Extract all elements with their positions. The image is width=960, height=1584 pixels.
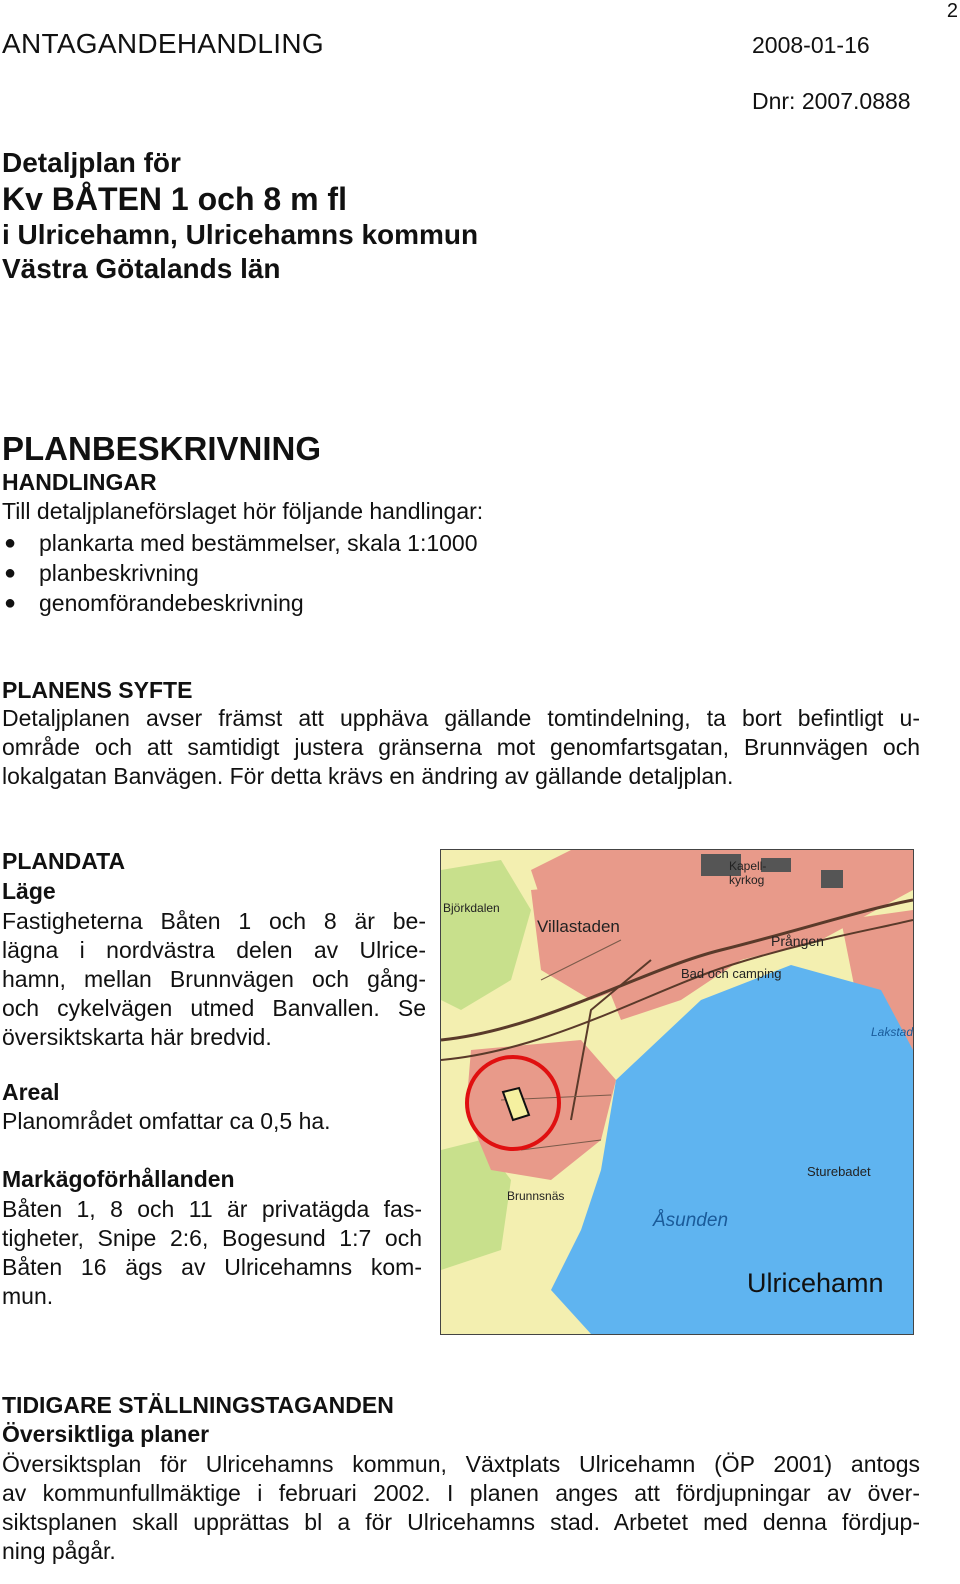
syfte-heading: PLANENS SYFTE: [2, 677, 193, 703]
planbeskrivning-heading: PLANBESKRIVNING: [2, 430, 322, 467]
markagoforhallanden-paragraph: [2, 1195, 422, 1311]
overview-map: [440, 849, 914, 1335]
map-label: Bad och camping: [681, 966, 782, 981]
handlingar-intro: Till detaljplaneförslaget hör följande handlingar:: [2, 498, 484, 524]
paragraph-line: Översiktsplan för Ulricehamns kommun, Växtplats Ulricehamn (ÖP 2001) antogs: [2, 1451, 920, 1477]
paragraph-line: översiktskarta här bredvid.: [2, 1024, 272, 1050]
lage-paragraph: [2, 907, 426, 1052]
document-title: [2, 146, 478, 286]
paragraph-line: siktsplanen skall upprättas bl a för Ulricehamns stad. Arbetet med denna fördjup-: [2, 1509, 920, 1535]
map-label: Prången: [771, 933, 824, 949]
paragraph-line: Detaljplanen avser främst att upphäva gällande tomtindelning, ta bort befintligt u-: [2, 705, 920, 731]
handlingar-list: [2, 528, 478, 618]
map-label: Sturebadet: [807, 1164, 871, 1179]
map-label: Lakstad: [871, 1025, 913, 1039]
bullet-icon: ●: [4, 592, 17, 614]
map-label: Åsunden: [653, 1210, 729, 1231]
paragraph-line: mun.: [2, 1283, 54, 1309]
oversiktliga-planer-heading: Översiktliga planer: [2, 1421, 210, 1447]
paragraph-line: Båten 16 ägs av Ulricehamns kom-: [2, 1254, 422, 1280]
page-number: 2: [946, 0, 958, 22]
list-item-text: plankarta med bestämmelser, skala 1:1000: [39, 530, 478, 556]
lage-heading: Läge: [2, 878, 56, 904]
plandata-heading: PLANDATA: [2, 848, 126, 874]
list-item-text: planbeskrivning: [39, 560, 199, 586]
list-item-text: genomförandebeskrivning: [39, 590, 304, 616]
map-label: Ulricehamn: [747, 1268, 884, 1298]
handlingar-heading: HANDLINGAR: [2, 469, 157, 495]
map-label: Brunnsnäs: [507, 1189, 565, 1203]
paragraph-line: av kommunfullmäktige i februari 2002. I planen anges att fördjupningar av över-: [2, 1480, 920, 1506]
paragraph-line: hamn, mellan Brunnvägen och gång-: [2, 966, 426, 992]
bullet-icon: ●: [4, 532, 17, 554]
bullet-icon: ●: [4, 562, 17, 584]
title-line-4: Västra Götalands län: [2, 253, 281, 284]
list-item: [2, 558, 478, 588]
syfte-paragraph: [2, 704, 920, 791]
document-type: ANTAGANDEHANDLING: [2, 28, 324, 59]
map-label: Björkdalen: [443, 901, 500, 915]
title-line-1: Detaljplan för: [2, 147, 181, 178]
areal-text: Planområdet omfattar ca 0,5 ha.: [2, 1108, 331, 1134]
paragraph-line: Båten 1, 8 och 11 är privatägda fas-: [2, 1196, 422, 1222]
paragraph-line: område och att samtidigt justera gränserna mot genomfartsgatan, Brunnvägen och: [2, 734, 920, 760]
paragraph-line: tigheter, Snipe 2:6, Bogesund 1:7 och: [2, 1225, 422, 1251]
tidigare-heading: TIDIGARE STÄLLNINGSTAGANDEN: [2, 1392, 394, 1418]
map-label: Villastaden: [537, 917, 620, 936]
markagoforhallanden-heading: Markägoförhållanden: [2, 1166, 235, 1192]
map-label: kyrkog: [729, 873, 765, 887]
paragraph-line: lokalgatan Banvägen. För detta krävs en ändring av gällande detaljplan.: [2, 763, 734, 789]
list-item: [2, 588, 478, 618]
paragraph-line: ning pågår.: [2, 1538, 116, 1564]
map-building: [821, 870, 843, 888]
paragraph-line: lägna i nordvästra delen av Ulrice-: [2, 937, 426, 963]
document-number: Dnr: 2007.0888: [752, 88, 911, 114]
list-item: [2, 528, 478, 558]
paragraph-line: och cykelvägen utmed Banvallen. Se: [2, 995, 426, 1021]
map-label: Kapell-: [729, 859, 767, 873]
paragraph-line: Fastigheterna Båten 1 och 8 är be-: [2, 908, 426, 934]
areal-heading: Areal: [2, 1079, 60, 1105]
tidigare-paragraph: [2, 1450, 920, 1566]
title-line-2: Kv BÅTEN 1 och 8 m fl: [2, 181, 347, 217]
document-date: 2008-01-16: [752, 32, 870, 58]
title-line-3: i Ulricehamn, Ulricehamns kommun: [2, 219, 479, 250]
